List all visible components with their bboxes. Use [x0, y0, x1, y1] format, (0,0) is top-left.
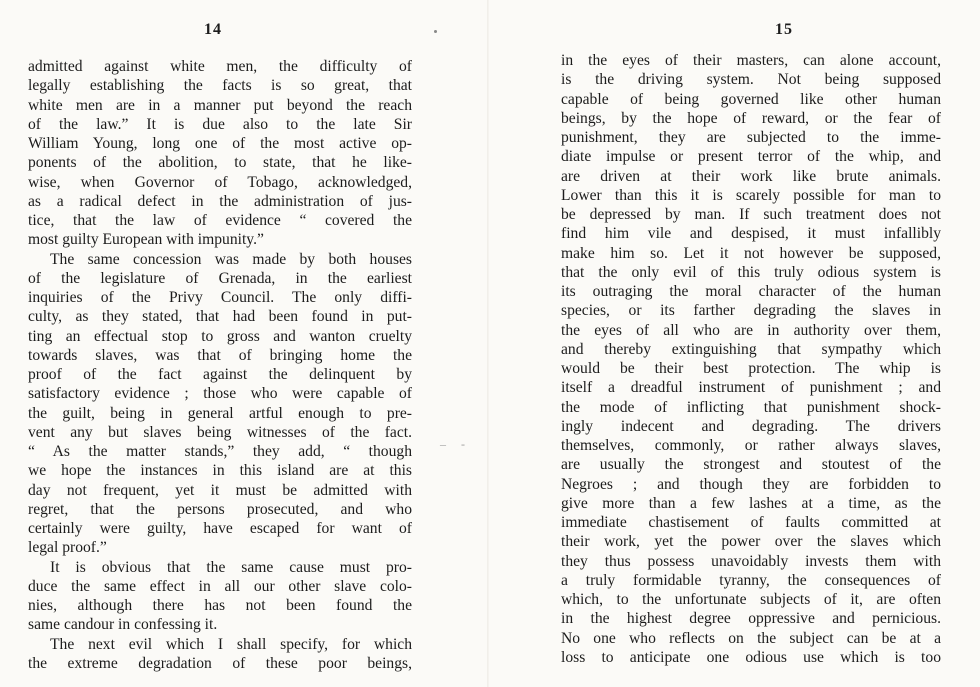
text-line: beings, by the hope of reward, or the fear of [561, 109, 941, 127]
text-line: wise, when Governor of Tobago, acknowledged, [28, 173, 412, 191]
text-line: be depressed by man. If such treatment does not [561, 206, 941, 223]
text-line: the eyes of all who are in authority over them, [561, 321, 941, 339]
text-line: the mode of inflicting that punishment shock- [561, 398, 941, 416]
print-dot [434, 30, 437, 33]
text-line: its outraging the moral character of the human [561, 283, 941, 300]
text-line: towards slaves, was that of bringing home the [28, 346, 412, 364]
text-line: ingly indecent and degrading. The drivers [561, 417, 941, 435]
text-line: nies, although there has not been found the [28, 597, 412, 614]
text-line: ting an effectual stop to gross and wanton cruelty [28, 327, 412, 345]
text-line: day not frequent, yet it must be admitted with [28, 481, 412, 499]
text-line: vent any but slaves being witnesses of the fact. [28, 423, 412, 441]
text-line: species, or its farther degrading the slaves in [561, 302, 941, 320]
text-line: duce the same effect in all our other slave colo- [28, 577, 412, 595]
text-line: proof of the fact against the delinquent by [28, 366, 412, 383]
text-line: It is obvious that the same cause must pro- [50, 558, 412, 576]
text-line: loss to anticipate one odious use which is too [561, 648, 941, 666]
text-line: same candour in confessing it. [28, 616, 218, 634]
text-line: white men are in a manner put beyond the reach [28, 96, 412, 114]
text-line: of the law.” It is due also to the late Sir [28, 115, 412, 133]
text-line: Negroes ; and though they are forbidden to [561, 475, 941, 493]
text-line: admitted against white men, the difficulty of [28, 58, 412, 75]
text-line: satisfactory evidence ; those who were capable of [28, 385, 412, 403]
text-line: of the legislature of Grenada, in the earliest [28, 269, 412, 287]
text-line: which, to the unfortunate subjects of it, are often [561, 591, 941, 608]
text-line: a truly formidable tyranny, the consequences of [561, 571, 941, 589]
text-line: their work, yet the power over the slaves which [561, 533, 941, 551]
text-line: inquiries of the Privy Council. The only diffi- [28, 289, 412, 306]
text-line: find him vile and despised, it must infallibly [561, 225, 941, 243]
right-page-number: 15 [775, 21, 793, 38]
text-line: The next evil which I shall specify, for which [50, 635, 412, 653]
text-line: William Young, long one of the most active op- [28, 135, 412, 152]
text-line: No one who reflects on the subject can be at a [561, 629, 941, 647]
text-line: punishment, they are subjected to the imme- [561, 129, 941, 146]
text-line: give more than a few lashes at a time, as the [561, 494, 941, 512]
text-line: The same concession was made by both houses [50, 250, 412, 268]
text-line: they thus possess unavoidably invests them with [561, 552, 941, 570]
text-line: would be their best protection. The whip is [561, 360, 941, 377]
text-line: are driven at their work like brute animals. [561, 167, 941, 185]
text-line: in the eyes of their masters, can alone account, [561, 52, 941, 69]
text-line: legal proof.” [28, 539, 107, 557]
text-line: immediate chastisement of faults committed at [561, 514, 941, 531]
right-page [489, 0, 980, 687]
text-line: the guilt, being in general artful enough to pre- [28, 404, 412, 422]
text-line: legally establishing the facts is so great, that [28, 77, 412, 95]
text-line: the extreme degradation of these poor beings, [28, 654, 412, 672]
text-line: diate impulse or present terror of the whip, and [561, 148, 941, 166]
margin-mark: – - [440, 437, 471, 451]
left-page [0, 0, 489, 687]
text-line: ponents of the abolition, to state, that he like- [28, 154, 412, 172]
text-line: “ As the matter stands,” they add, “ though [28, 443, 412, 460]
text-line: certainly were guilty, have escaped for want of [28, 520, 412, 537]
left-page-body [28, 57, 412, 673]
left-page-number: 14 [204, 21, 222, 38]
text-line: are usually the strongest and stoutest of the [561, 456, 941, 474]
text-line: tice, that the law of evidence “ covered the [28, 212, 412, 229]
text-line: and thereby extinguishing that sympathy which [561, 340, 941, 358]
right-page-body [561, 51, 941, 667]
text-line: make him so. Let it not however be supposed, [561, 244, 941, 262]
text-line: Lower than this it is scarely possible for man to [561, 186, 941, 204]
text-line: themselves, commonly, or rather always slaves, [561, 437, 941, 454]
text-line: regret, that the persons prosecuted, and who [28, 500, 412, 518]
text-line: capable of being governed like other human [561, 90, 941, 108]
text-line: itself a dreadful instrument of punishment ; and [561, 379, 941, 397]
text-line: that the only evil of this truly odious system is [561, 263, 941, 281]
text-line: is the driving system. Not being supposed [561, 71, 941, 89]
text-line: we hope the instances in this island are at this [28, 462, 412, 480]
text-line: in the highest degree oppressive and pernicious. [561, 610, 941, 628]
text-line: culty, as they stated, that had been found in put- [28, 308, 412, 326]
text-line: most guilty European with impunity.” [28, 231, 264, 249]
text-line: as a radical defect in the administration of jus- [28, 192, 412, 210]
